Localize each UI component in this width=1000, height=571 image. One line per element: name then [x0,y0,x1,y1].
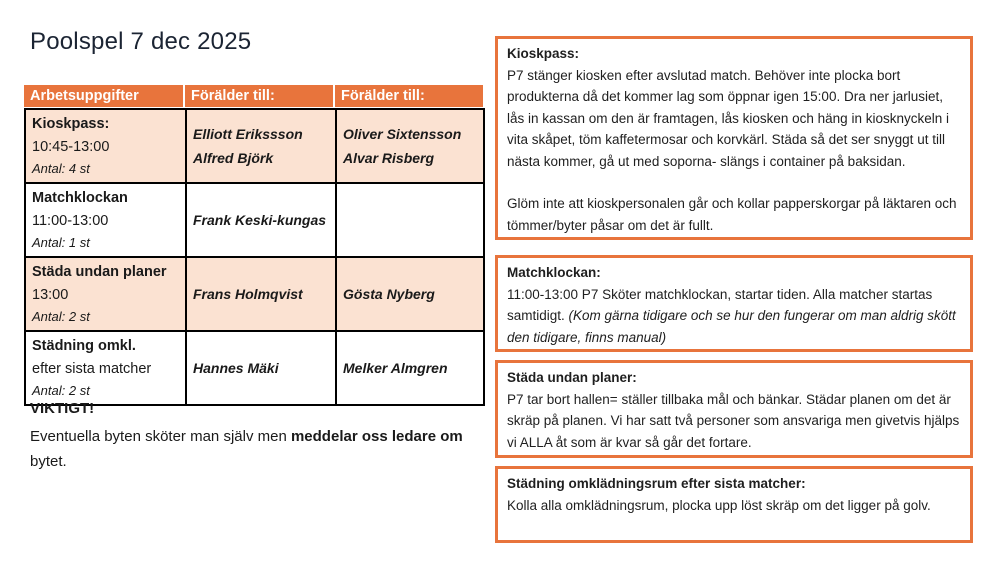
task-count: Antal: 4 st [32,161,90,176]
info-box-kioskpass [495,36,973,240]
task-cell [25,257,186,331]
table-row [25,257,484,331]
task-count: Antal: 1 st [32,235,90,250]
info-box-paragraph: Glöm inte att kioskpersonalen går och kollar papperskorgar på läktaren och tömmer/byter påsar om det är fullt. [507,196,957,233]
info-box-stadning-omkladningsrum [495,466,973,543]
table-body [24,108,485,406]
task-cell [25,331,186,405]
note-text-regular: Eventuella byten sköter man själv men [30,428,291,445]
important-note-text [30,424,500,474]
info-text-regular: 11:00-13:00 P7 Sköter matchklockan, startar tiden. Alla matcher startas samtidigt. [507,286,933,323]
task-title: Matchklockan [32,190,128,206]
parent-name: Frans Holmqvist [193,286,303,302]
parent-cell [336,257,484,331]
info-box-title: Städa undan planer: [507,370,637,385]
parent-cell [186,331,336,405]
table-header-foralder-1: Förälder till: [185,85,335,107]
info-box-title: Matchklockan: [507,265,601,280]
info-box-paragraph [507,284,961,349]
parent-name: Alvar Risberg [343,150,435,166]
parent-name: Gösta Nyberg [343,286,435,302]
parent-name: Frank Keski-kungas [193,212,327,228]
parent-cell [186,257,336,331]
parent-cell-empty [336,183,484,257]
task-cell [25,183,186,257]
task-count: Antal: 2 st [32,383,90,398]
parent-cell [186,183,336,257]
info-box-matchklockan [495,255,973,352]
task-time: 10:45-13:00 [32,139,110,155]
task-title: Städning omkl. [32,338,136,354]
note-text-bold: meddelar oss ledare om [290,428,463,445]
info-box-stada-undan-planer [495,360,973,458]
parent-cell [186,109,336,183]
important-note [30,398,500,474]
schedule-table [24,85,483,406]
table-header-foralder-2: Förälder till: [335,85,483,107]
table-row [25,183,484,257]
task-time: efter sista matcher [32,361,152,377]
parent-cell [336,109,484,183]
parent-name: Oliver Sixtensson [343,126,462,142]
info-box-paragraph: P7 tar bort hallen= ställer tillbaka mål och bänkar. Städar planen om det är skräp på planen. Vi har satt två personer som ansvariga men givetvis hjälps vi ALLA åt som är kvar så går det fortare. [507,391,960,450]
task-time: 13:00 [32,287,69,303]
parent-name: Alfred Björk [193,150,274,166]
task-cell [25,109,186,183]
info-box-paragraph: Kolla alla omklädningsrum, plocka upp löst skräp om det ligger på golv. [507,497,931,513]
table-header-arbetsuppgifter: Arbetsuppgifter [24,85,185,107]
task-title: Städa undan planer [32,264,167,280]
parent-name: Elliott Erikssson [193,126,303,142]
parent-cell [336,331,484,405]
table-row [25,109,484,183]
table-row [25,331,484,405]
parent-name: Melker Almgren [343,360,448,376]
page-title: Poolspel 7 dec 2025 [30,28,252,55]
task-title: Kioskpass: [32,116,110,132]
info-box-title: Städning omklädningsrum efter sista matcher: [507,476,806,491]
note-text-regular: bytet. [30,453,67,470]
task-count: Antal: 2 st [32,309,90,324]
table-header-row [24,85,483,107]
info-box-title: Kioskpass: [507,46,580,61]
info-text-italic: (Kom gärna tidigare och se hur den fungerar om man aldrig skött den tidigare, finns manual) [507,308,956,345]
info-box-paragraph: P7 stänger kiosken efter avslutad match. Behöver inte plocka bort produkterna då det kommer lag som öppnar igen 15:00. Dra ner jarlusiet, lås in kassan om den är framtagen, lås kiosken och häng in kiosknyckeln i vita skåpet, töm kaffetermosar och korvkärl. Städa så det ser snyggt ut till nästa kommer, gå ut med soporna- slängs i container på baksidan. [507,67,949,169]
parent-name: Hannes Mäki [193,360,279,376]
task-time: 11:00-13:00 [32,213,109,229]
important-note-title: VIKTIGT! [30,400,95,417]
